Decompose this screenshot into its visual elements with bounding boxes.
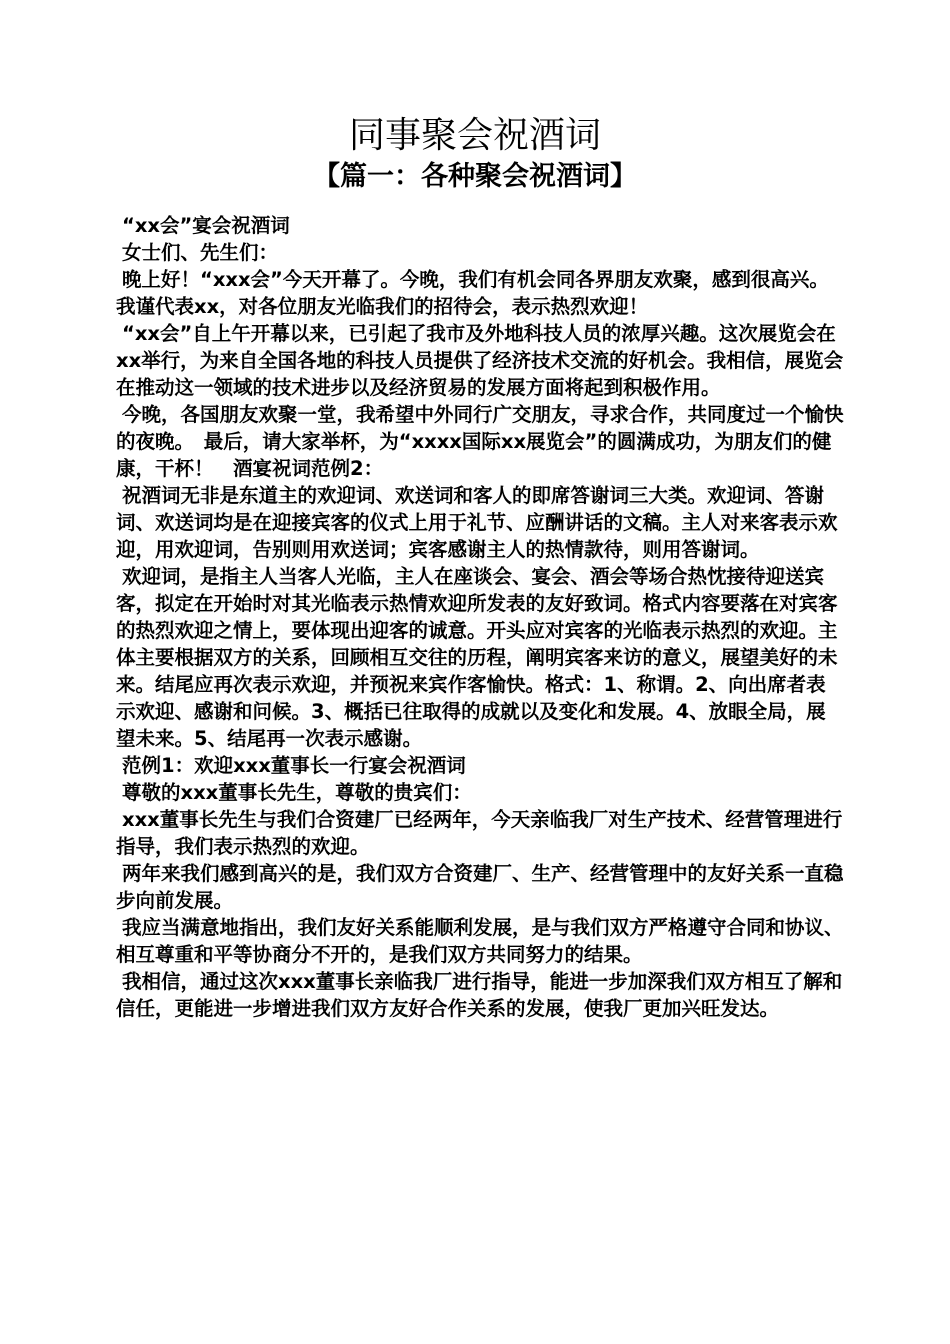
paragraph-salutation: 女士们、先生们： <box>122 241 279 264</box>
paragraph-greeting: 晚上好！“xxx会”今天开幕了。今晚，我们有机会同各界朋友欢聚，感到很高兴。我谨代表xx，对各位朋友光临我们的招待会，表示热烈欢迎！ <box>116 268 829 318</box>
paragraph-example-salutation: 尊敬的xxx董事长先生，尊敬的贵宾们： <box>122 781 472 804</box>
paragraph-example-cooperation: 我应当满意地指出，我们友好关系能顺利发展，是与我们双方严格遵守合同和协议、相互尊重和平等协商分不开的，是我们双方共同努力的结果。 <box>116 916 844 966</box>
paragraph-toast-types: 祝酒词无非是东道主的欢迎词、欢送词和客人的即席答谢词三大类。欢迎词、答谢词、欢送词均是在迎接宾客的仪式上用于礼节、应酬讲话的文稿。主人对来客表示欢迎，用欢迎词，告别则用欢送词；宾客感谢主人的热情款待，则用答谢词。 <box>116 484 838 561</box>
page-title: 同事聚会祝酒词 <box>348 115 601 156</box>
paragraph-example-relations: 两年来我们感到高兴的是，我们双方合资建厂、生产、经营管理中的友好关系一直稳步向前发展。 <box>116 862 844 912</box>
document-body <box>116 212 844 1022</box>
paragraph-exhibition: “xx会”自上午开幕以来，已引起了我市及外地科技人员的浓厚兴趣。这次展览会在xx举行，为来自全国各地的科技人员提供了经济技术交流的好机会。我相信，展览会在推动这一领域的技术进步以及经济贸易的发展方面将起到积极作用。 <box>116 322 844 399</box>
paragraph-example-closing: 我相信，通过这次xxx董事长亲临我厂进行指导，能进一步加深我们双方相互了解和信任，更能进一步增进我们双方友好合作关系的发展，使我厂更加兴旺发达。 <box>116 970 843 1020</box>
section-subtitle: 【篇一：各种聚会祝酒词】 <box>313 161 637 192</box>
paragraph-welcome-speech: 欢迎词，是指主人当客人光临，主人在座谈会、宴会、酒会等场合热忱接待迎送宾客，拟定在开始时对其光临表示热情欢迎所发表的友好致词。格式内容要落在对宾客的热烈欢迎之情上，要体现出迎客的诚意。开头应对宾客的光临表示热烈的欢迎。主体主要根据双方的关系，回顾相互交往的历程，阐明宾客来访的意义，展望美好的未来。结尾应再次表示欢迎，并预祝来宾作客愉快。格式：1、称谓。2、向出席者表示欢迎、感谢和问候。3、概括已往取得的成就以及变化和发展。4、放眼全局，展望未来。5、结尾再一次表示感谢。 <box>116 565 838 750</box>
paragraph-example-heading: 范例1：欢迎xxx董事长一行宴会祝酒词 <box>122 754 466 777</box>
paragraph-heading-xx-banquet: “xx会”宴会祝酒词 <box>122 214 290 237</box>
paragraph-example-welcome: xxx董事长先生与我们合资建厂已经两年，今天亲临我厂对生产技术、经营管理进行指导，我们表示热烈的欢迎。 <box>116 808 843 858</box>
paragraph-toast: 今晚，各国朋友欢聚一堂，我希望中外同行广交朋友，寻求合作，共同度过一个愉快的夜晚。 最后，请大家举杯，为“xxxx国际xx展览会”的圆满成功，为朋友们的健康，干杯！ 酒宴祝词范例2： <box>116 403 844 480</box>
